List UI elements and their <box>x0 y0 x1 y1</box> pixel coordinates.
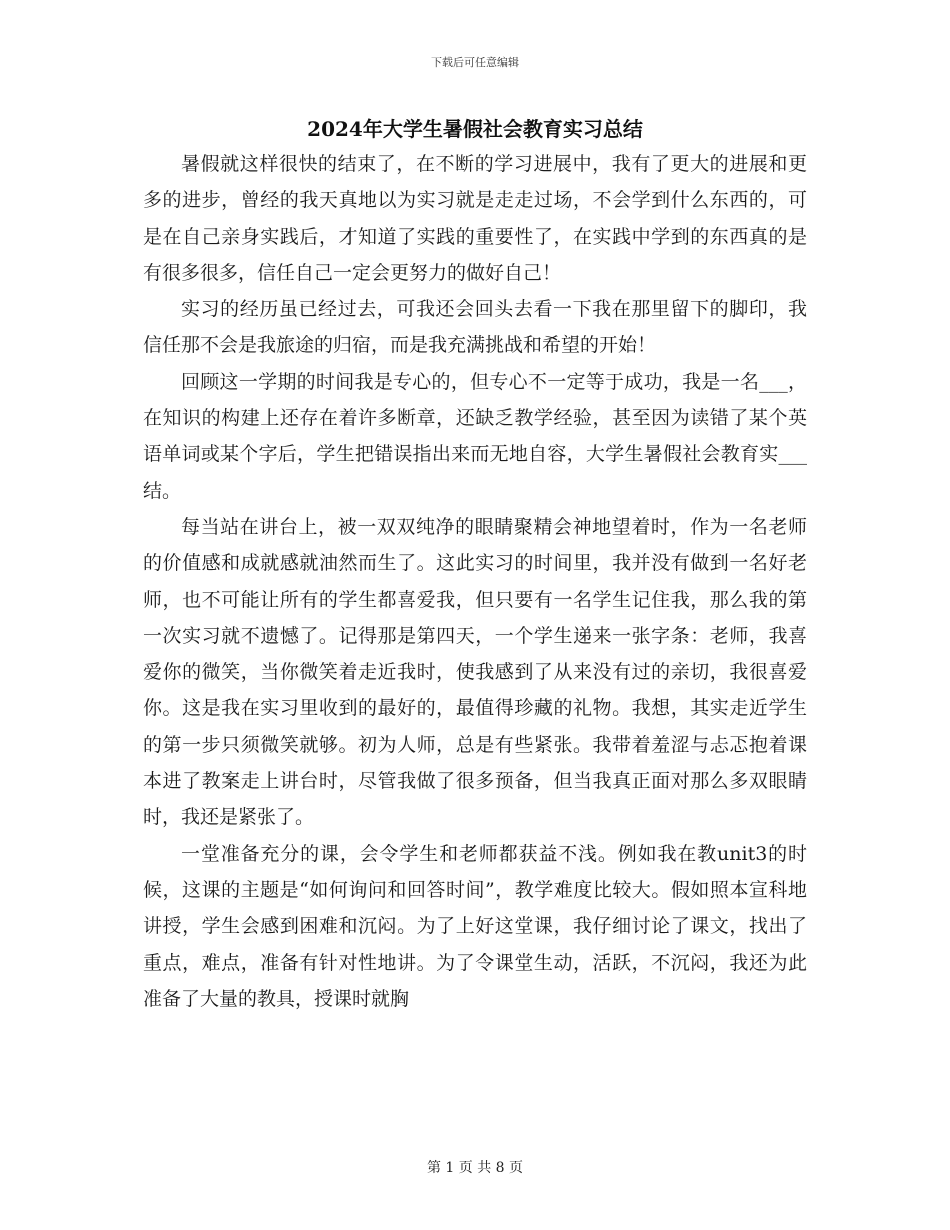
header-note: 下载后可任意编辑 <box>431 56 519 69</box>
page-number: 第 1 页 共 8 页 <box>426 1160 524 1176</box>
paragraph: 回顾这一学期的时间我是专心的，但专心不一定等于成功，我是一名___，在知识的构建上还存在着许多断章，还缺乏教学经验，甚至因为读错了某个英语单词或某个字后，学生把错误指出来而无地自容，大学生暑假社会教育实___结。 <box>143 370 807 502</box>
paragraph: 每当站在讲台上，被一双双纯净的眼睛聚精会神地望着时，作为一名老师的价值感和成就感就油然而生了。这此实习的时间里，我并没有做到一名好老师，也不可能让所有的学生都喜爱我，但只要有一名学生记住我，那么我的第一次实习就不遗憾了。记得那是第四天，一个学生递来一张字条：老师，我喜爱你的微笑，当你微笑着走近我时，使我感到了从来没有过的亲切，我很喜爱你。这是我在实习里收到的最好的，最值得珍藏的礼物。我想，其实走近学生的第一步只须微笑就够。初为人师，总是有些紧张。我带着羞涩与忐忑抱着课本进了教案走上讲台时，尽管我做了很多预备，但当我真正面对那么多双眼睛时，我还是紧张了。 <box>143 515 807 829</box>
paragraph: 实习的经历虽已经过去，可我还会回头去看一下我在那里留下的脚印，我信任那不会是我旅途的归宿，而是我充满挑战和希望的开始！ <box>143 298 807 357</box>
paragraph: 暑假就这样很快的结束了，在不断的学习进展中，我有了更大的进展和更多的进步，曾经的我天真地以为实习就是走走过场，不会学到什么东西的，可是在自己亲身实践后，才知道了实践的重要性了，在实践中学到的东西真的是有很多很多，信任自己一定会更努力的做好自己！ <box>143 153 807 284</box>
document-title: 2024年大学生暑假社会教育实习总结 <box>307 117 643 141</box>
document-body <box>143 146 807 1017</box>
paragraph: 一堂准备充分的课，会令学生和老师都获益不浅。例如我在教unit3的时候，这课的主题是“如何询问和回答时间”，教学难度比较大。假如照本宣科地讲授，学生会感到困难和沉闷。为了上好这堂课，我仔细讨论了课文，找出了重点，难点，准备有针对性地讲。为了令课堂生动，活跃，不沉闷，我还为此准备了大量的教具，授课时就胸 <box>143 842 807 1010</box>
